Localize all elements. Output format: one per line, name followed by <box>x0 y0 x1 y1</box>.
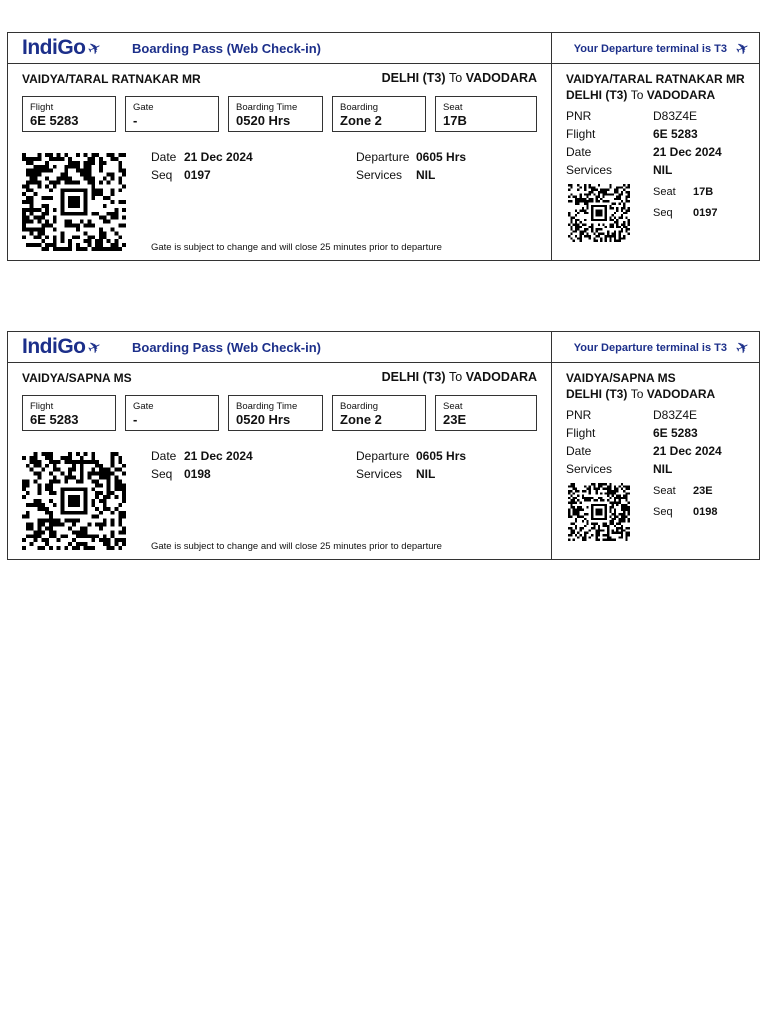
boarding-zone-box: Boarding Zone 2 <box>332 96 426 132</box>
flight-number: 6E 5283 <box>30 412 79 427</box>
seq-value: 0198 <box>184 467 211 481</box>
stub-seq-value: 0198 <box>693 506 718 518</box>
stub-flight-value: 6E 5283 <box>653 426 698 440</box>
passenger-name: VAIDYA/TARAL RATNAKAR MR <box>22 72 201 86</box>
barcode-icon <box>22 452 126 550</box>
boarding-time-box: Boarding Time 0520 Hrs <box>228 96 323 132</box>
seat-value: 17B <box>443 113 467 128</box>
barcode-icon <box>568 483 630 541</box>
plane-icon: ✈ <box>732 337 753 359</box>
pass-main-section: IndiGo✈ Boarding Pass (Web Check-in) VAIDYA/TARAL RATNAKAR MR DELHI (T3) To VADODARA Flight 6E 5283 Gate - Boarding Time 0520 Hrs Boarding Zone 2 Seat 17B Date 21 Dec 2024 Seq 0197 Departure 0605 Hrs Services NIL Gate is subject to change and will close 25 minutes prior to departure <box>8 33 551 260</box>
pnr-value: D83Z4E <box>653 109 698 123</box>
stub-seat-value: 17B <box>693 186 714 198</box>
stub-services-value: NIL <box>653 163 673 177</box>
stub-services-value: NIL <box>653 462 673 476</box>
pass-stub-section: Your Departure terminal is T3 ✈ VAIDYA/SAPNA MS DELHI (T3) To VADODARA PNR D83Z4E Flight 6E 5283 Date 21 Dec 2024 Services NIL Seat 23E Seq 0198 <box>551 332 759 559</box>
indigo-logo: IndiGo✈ <box>22 335 104 359</box>
pass-title: Boarding Pass (Web Check-in) <box>132 41 322 56</box>
stub-header <box>552 33 759 64</box>
departure-value: 0605 Hrs <box>416 150 467 164</box>
boarding-pass-2 <box>7 331 760 560</box>
barcode-icon <box>22 153 126 251</box>
terminal-note: Your Departure terminal is T3 <box>573 342 727 354</box>
passenger-name: VAIDYA/SAPNA MS <box>22 371 132 385</box>
gate-value: - <box>133 412 138 427</box>
boarding-pass-1 <box>7 32 760 261</box>
barcode-icon <box>568 184 630 242</box>
plane-icon: ✈ <box>84 39 104 60</box>
pass-header <box>8 33 551 64</box>
gate-notice: Gate is subject to change and will close 25 minutes prior to departure <box>151 242 442 253</box>
stub-route: DELHI (T3) To VADODARA <box>566 387 716 401</box>
terminal-note: Your Departure terminal is T3 <box>573 43 727 55</box>
services-value: NIL <box>416 467 436 481</box>
boarding-zone-box: Boarding Zone 2 <box>332 395 426 431</box>
gate-box: Gate - <box>125 395 219 431</box>
date-value: 21 Dec 2024 <box>184 150 253 164</box>
pass-title: Boarding Pass (Web Check-in) <box>132 340 322 355</box>
services-value: NIL <box>416 168 436 182</box>
date-value: 21 Dec 2024 <box>184 449 253 463</box>
stub-header <box>552 332 759 363</box>
departure-value: 0605 Hrs <box>416 449 467 463</box>
pass-main-section: IndiGo✈ Boarding Pass (Web Check-in) VAIDYA/SAPNA MS DELHI (T3) To VADODARA Flight 6E 5283 Gate - Boarding Time 0520 Hrs Boarding Zone 2 Seat 23E Date 21 Dec 2024 Seq 0198 Departure 0605 Hrs Services NIL Gate is subject to change and will close 25 minutes prior to departure <box>8 332 551 559</box>
flight-box: Flight 6E 5283 <box>22 395 116 431</box>
boarding-zone-value: Zone 2 <box>340 412 382 427</box>
stub-passenger-name: VAIDYA/SAPNA MS <box>566 371 676 385</box>
boarding-time-value: 0520 Hrs <box>236 113 291 128</box>
route: DELHI (T3) To VADODARA <box>381 370 537 384</box>
pass-stub-section: Your Departure terminal is T3 ✈ VAIDYA/TARAL RATNAKAR MR DELHI (T3) To VADODARA PNR D83Z4E Flight 6E 5283 Date 21 Dec 2024 Services NIL Seat 17B Seq 0197 <box>551 33 759 260</box>
gate-value: - <box>133 113 138 128</box>
seat-value: 23E <box>443 412 467 427</box>
stub-seat-value: 23E <box>693 485 713 497</box>
plane-icon: ✈ <box>732 38 753 60</box>
route: DELHI (T3) To VADODARA <box>381 71 537 85</box>
boarding-time-box: Boarding Time 0520 Hrs <box>228 395 323 431</box>
boarding-time-value: 0520 Hrs <box>236 412 291 427</box>
stub-date-value: 21 Dec 2024 <box>653 145 722 159</box>
flight-box: Flight 6E 5283 <box>22 96 116 132</box>
seat-box: Seat 17B <box>435 96 537 132</box>
stub-passenger-name: VAIDYA/TARAL RATNAKAR MR <box>566 72 745 86</box>
seq-value: 0197 <box>184 168 211 182</box>
stub-flight-value: 6E 5283 <box>653 127 698 141</box>
plane-icon: ✈ <box>84 338 104 359</box>
flight-number: 6E 5283 <box>30 113 79 128</box>
pass-header <box>8 332 551 363</box>
seat-box: Seat 23E <box>435 395 537 431</box>
indigo-logo: IndiGo✈ <box>22 36 104 60</box>
pnr-value: D83Z4E <box>653 408 698 422</box>
stub-seq-value: 0197 <box>693 207 718 219</box>
gate-box: Gate - <box>125 96 219 132</box>
stub-route: DELHI (T3) To VADODARA <box>566 88 716 102</box>
gate-notice: Gate is subject to change and will close 25 minutes prior to departure <box>151 541 442 552</box>
stub-date-value: 21 Dec 2024 <box>653 444 722 458</box>
boarding-zone-value: Zone 2 <box>340 113 382 128</box>
